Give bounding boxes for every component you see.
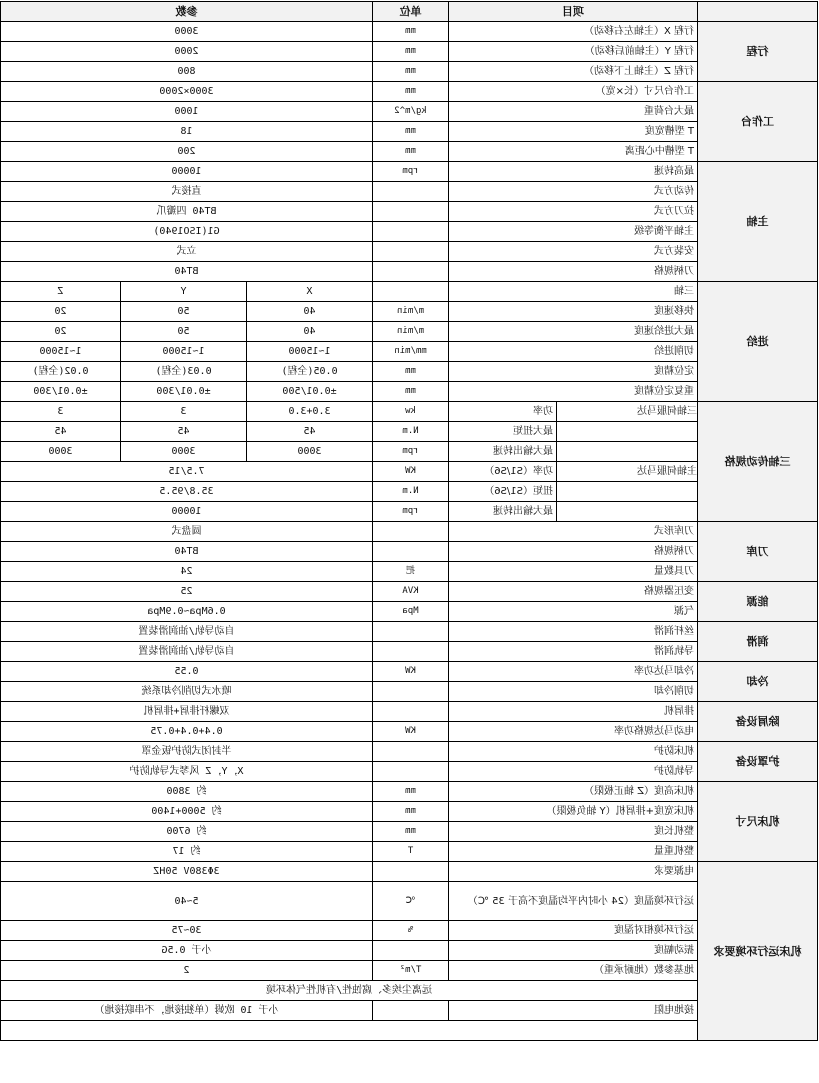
- unit-cell: [373, 622, 449, 642]
- group-power: 能源: [698, 582, 818, 622]
- unit-cell: mm: [373, 122, 449, 142]
- item-label: 刀具数量: [449, 562, 698, 582]
- value-cell: 10000: [0, 162, 372, 182]
- item-label: 拉刀方式: [449, 202, 698, 222]
- item-label: 运行环境相对湿度: [449, 921, 698, 941]
- servo-item-cell: [449, 422, 698, 442]
- unit-cell: mm: [373, 42, 449, 62]
- table-row: [0, 42, 817, 62]
- table-row-empty: [0, 1021, 817, 1041]
- group-cooling: 冷却: [698, 662, 818, 702]
- value-cell: 0.4+0.4+0.75: [0, 722, 372, 742]
- table-row: [0, 802, 817, 822]
- servo-sub-spacer: [557, 502, 697, 521]
- table-row: [0, 282, 817, 302]
- item-label: 快移速度: [449, 302, 698, 322]
- value-cell: 自动导轨/油润滑装置: [0, 622, 372, 642]
- table-row: [0, 302, 817, 322]
- value-x: 0.05(全程): [247, 362, 373, 382]
- item-label: 电源要求: [449, 862, 698, 882]
- table-row: [0, 762, 817, 782]
- value-y: 45: [121, 422, 247, 442]
- servo-item-cell: [449, 462, 698, 482]
- unit-cell: mm: [373, 142, 449, 162]
- item-label: 切削进给: [449, 342, 698, 362]
- servo-sub-label: 主轴伺服马达: [637, 466, 697, 477]
- unit-cell: mm: [373, 782, 449, 802]
- value-cell: BT40: [0, 542, 372, 562]
- unit-cell: [373, 242, 449, 262]
- spec-sheet: [0, 1, 819, 1083]
- value-cell: 5~40: [0, 882, 372, 921]
- servo-sub-spacer: [557, 442, 697, 461]
- value-cell: 3000: [0, 22, 372, 42]
- item-label: 刀柄规格: [449, 542, 698, 562]
- value-cell: 半封闭式防护钣金罩: [0, 742, 372, 762]
- value-x: 1~15000: [247, 342, 373, 362]
- table-row: [0, 102, 817, 122]
- unit-cell: [373, 202, 449, 222]
- header-param: 参数: [0, 2, 372, 22]
- table-row: [0, 22, 817, 42]
- item-label: 切削冷却: [449, 682, 698, 702]
- table-row: [0, 941, 817, 961]
- table-row: [0, 742, 817, 762]
- item-label: 冷却马达功率: [449, 662, 698, 682]
- table-row: [0, 182, 817, 202]
- table-row: [0, 582, 817, 602]
- item-label: 机床防护: [449, 742, 698, 762]
- value-y: 50: [121, 322, 247, 342]
- value-y: ±0.01/300: [121, 382, 247, 402]
- value-z: ±0.01/300: [0, 382, 120, 402]
- unit-cell: rpm: [373, 442, 449, 462]
- value-z: 1~15000: [0, 342, 120, 362]
- table-row: [0, 482, 817, 502]
- unit-cell: [373, 282, 449, 302]
- table-row: [0, 162, 817, 182]
- value-cell: 800: [0, 62, 372, 82]
- unit-cell: 把: [373, 562, 449, 582]
- item-label: 定位精度: [449, 362, 698, 382]
- unit-cell: mm: [373, 362, 449, 382]
- item-label: 最大扭矩: [449, 422, 557, 441]
- value-cell: 约 17: [0, 842, 372, 862]
- table-row: [0, 1001, 817, 1021]
- header-group: [698, 2, 818, 22]
- group-magazine: 刀库: [698, 522, 818, 582]
- unit-cell: [373, 262, 449, 282]
- unit-cell: ℃: [373, 882, 449, 921]
- item-label: 整机长度: [449, 822, 698, 842]
- table-row: [0, 862, 817, 882]
- unit-cell: [373, 742, 449, 762]
- item-label: 安装方式: [449, 242, 698, 262]
- header-row: [0, 2, 817, 22]
- item-label: 变压器规格: [449, 582, 698, 602]
- value-cell: 喷水式切削冷却系统: [0, 682, 372, 702]
- table-row: [0, 882, 817, 921]
- table-row: [0, 502, 817, 522]
- unit-cell: [373, 762, 449, 782]
- value-x: 3000: [247, 442, 373, 462]
- unit-cell: rpm: [373, 502, 449, 522]
- empty-cell: [0, 1021, 697, 1041]
- value-cell: 直接式: [0, 182, 372, 202]
- servo-item-cell: [449, 502, 698, 522]
- value-cell: 24: [0, 562, 372, 582]
- table-row: [0, 602, 817, 622]
- unit-cell: [373, 642, 449, 662]
- axis-x-header: X: [247, 282, 373, 302]
- item-label: 最大输出转速: [449, 442, 557, 461]
- servo-sub-label: 三轴伺服马达: [637, 406, 697, 417]
- table-row: [0, 382, 817, 402]
- unit-cell: kg/m^2: [373, 102, 449, 122]
- table-row: [0, 782, 817, 802]
- unit-cell: Mpa: [373, 602, 449, 622]
- table-row: [0, 522, 817, 542]
- table-row: [0, 722, 817, 742]
- group-lube: 润滑: [698, 622, 818, 662]
- item-label: 地基参数（地耐承重）: [449, 961, 698, 981]
- item-label: 功率（S1/S6）: [449, 462, 557, 481]
- value-y: 3: [121, 402, 247, 422]
- value-x: 40: [247, 302, 373, 322]
- value-cell: 7.5/15: [0, 462, 372, 482]
- unit-cell: [373, 702, 449, 722]
- unit-cell: mm: [373, 82, 449, 102]
- unit-cell: mm: [373, 802, 449, 822]
- unit-cell: mm: [373, 62, 449, 82]
- value-x: ±0.01/500: [247, 382, 373, 402]
- servo-item-cell: [449, 442, 698, 462]
- item-label: 最大进给速度: [449, 322, 698, 342]
- unit-cell: KVA: [373, 582, 449, 602]
- item-label: 整机重量: [449, 842, 698, 862]
- item-label: 最大台荷重: [449, 102, 698, 122]
- value-cell: 2: [0, 961, 372, 981]
- table-row: [0, 122, 817, 142]
- table-row: [0, 702, 817, 722]
- item-label: 丝杆润滑: [449, 622, 698, 642]
- unit-cell: N.m: [373, 422, 449, 442]
- value-cell: 双螺杆排屑+排屑机: [0, 702, 372, 722]
- unit-cell: [373, 182, 449, 202]
- value-x: 45: [247, 422, 373, 442]
- table-row: [0, 642, 817, 662]
- unit-cell: [373, 862, 449, 882]
- item-label: 振动幅度: [449, 941, 698, 961]
- item-label: T 型槽宽度: [449, 122, 698, 142]
- value-cell: 200: [0, 142, 372, 162]
- group-chip: 除屑设备: [698, 702, 818, 742]
- value-cell: BT40 四瓣爪: [0, 202, 372, 222]
- group-spindle: 主轴: [698, 162, 818, 282]
- unit-cell: N.m: [373, 482, 449, 502]
- servo-sub-spacer: [557, 482, 697, 501]
- table-row: [0, 362, 817, 382]
- spec-table: [0, 1, 818, 1041]
- unit-cell: m/min: [373, 302, 449, 322]
- unit-cell: [373, 682, 449, 702]
- table-row: [0, 422, 817, 442]
- item-label: 最大输出转速: [449, 502, 557, 521]
- item-label: 主轴平衡等级: [449, 222, 698, 242]
- value-y: 50: [121, 302, 247, 322]
- table-row: [0, 462, 817, 482]
- item-label: 导轨润滑: [449, 642, 698, 662]
- table-row: [0, 242, 817, 262]
- value-cell: 25: [0, 582, 372, 602]
- unit-cell: rpm: [373, 162, 449, 182]
- item-label: 最高转速: [449, 162, 698, 182]
- value-cell: X，Y，Z 风琴式导轨防护: [0, 762, 372, 782]
- item-label: 排屑机: [449, 702, 698, 722]
- unit-cell: T: [373, 842, 449, 862]
- value-x: 3.0+3.0: [247, 402, 373, 422]
- table-row: [0, 342, 817, 362]
- unit-cell: mm: [373, 22, 449, 42]
- table-row: [0, 842, 817, 862]
- value-cell: 约 5000+1400: [0, 802, 372, 822]
- axis-z-header: Z: [0, 282, 120, 302]
- unit-cell: mm: [373, 822, 449, 842]
- value-cell: 10000: [0, 502, 372, 522]
- unit-cell: mm: [373, 382, 449, 402]
- value-z: 20: [0, 322, 120, 342]
- value-cell: 圆盘式: [0, 522, 372, 542]
- unit-cell: [373, 1001, 449, 1021]
- table-row: [0, 622, 817, 642]
- item-label: 电动马达规格功率: [449, 722, 698, 742]
- table-row: [0, 222, 817, 242]
- env-note: 远离尘埃多、腐蚀性/有机性气体环境: [0, 981, 697, 1001]
- item-label: 行程 Y（主轴前后移动）: [449, 42, 698, 62]
- item-label: 导轨防护: [449, 762, 698, 782]
- table-row: [0, 82, 817, 102]
- table-row: [0, 202, 817, 222]
- axis-y-header: Y: [121, 282, 247, 302]
- unit-cell: %: [373, 921, 449, 941]
- group-env: 机床运行环境要求: [698, 862, 818, 1041]
- unit-cell: T/m²: [373, 961, 449, 981]
- item-label: 刀柄规格: [449, 262, 698, 282]
- unit-cell: KW: [373, 662, 449, 682]
- item-label: 行程 X（主轴左右移动）: [449, 22, 698, 42]
- table-row: [0, 822, 817, 842]
- group-size: 机床尺寸: [698, 782, 818, 862]
- table-row: [0, 142, 817, 162]
- group-travel: 行程: [698, 22, 818, 82]
- table-row: [0, 442, 817, 462]
- value-cell: 18: [0, 122, 372, 142]
- servo-item-cell: [449, 482, 698, 502]
- value-z: 3000: [0, 442, 120, 462]
- value-cell: 0.6Mpa~0.9Mpa: [0, 602, 372, 622]
- unit-cell: [373, 522, 449, 542]
- unit-cell: m/min: [373, 322, 449, 342]
- item-label: 气源: [449, 602, 698, 622]
- item-label: 功率: [449, 402, 557, 421]
- value-cell: 约 3800: [0, 782, 372, 802]
- item-label: 重复定位精度: [449, 382, 698, 402]
- unit-cell: [373, 542, 449, 562]
- group-guard: 护罩设备: [698, 742, 818, 782]
- item-label: 机床宽度+排屑机（Y 轴负极限）: [449, 802, 698, 822]
- table-row: [0, 921, 817, 941]
- item-label: 刀库形式: [449, 522, 698, 542]
- value-y: 3000: [121, 442, 247, 462]
- value-cell: 2000: [0, 42, 372, 62]
- table-row: [0, 562, 817, 582]
- value-y: 1~15000: [121, 342, 247, 362]
- value-y: 0.03(全程): [121, 362, 247, 382]
- value-cell: 约 6700: [0, 822, 372, 842]
- group-table: 工作台: [698, 82, 818, 162]
- servo-item-cell: [449, 402, 698, 422]
- value-x: 40: [247, 322, 373, 342]
- item-label: 工作台尺寸（长×宽）: [449, 82, 698, 102]
- value-cell: 3000×2000: [0, 82, 372, 102]
- servo-sub-spacer: [557, 422, 697, 441]
- group-feed: 进给: [698, 282, 818, 402]
- unit-cell: [373, 941, 449, 961]
- item-label: T 型槽中心距离: [449, 142, 698, 162]
- header-item: 项目: [449, 2, 698, 22]
- value-cell: 1000: [0, 102, 372, 122]
- unit-cell: kw: [373, 402, 449, 422]
- unit-cell: KW: [373, 462, 449, 482]
- table-row: [0, 542, 817, 562]
- unit-cell: KW: [373, 722, 449, 742]
- item-label: 扭矩（S1/S6）: [449, 482, 557, 501]
- item-label: 运行环境温度（24 小时内平均温度不高于 35 ℃）: [449, 882, 698, 921]
- item-label: 接地电阻: [449, 1001, 698, 1021]
- value-cell: 立式: [0, 242, 372, 262]
- value-z: 45: [0, 422, 120, 442]
- item-label: 行程 Z（主轴上下移动）: [449, 62, 698, 82]
- unit-cell: [373, 222, 449, 242]
- value-cell: G1(ISO1940): [0, 222, 372, 242]
- item-label: 机床高度（Z 轴正极限）: [449, 782, 698, 802]
- value-cell: 30~75: [0, 921, 372, 941]
- table-row: [0, 322, 817, 342]
- group-drive: 三轴传动规格: [698, 402, 818, 522]
- value-cell: 35.8/95.5: [0, 482, 372, 502]
- table-row: [0, 961, 817, 981]
- header-unit: 单位: [373, 2, 449, 22]
- value-cell: 0.55: [0, 662, 372, 682]
- item-label: 三轴: [449, 282, 698, 302]
- value-z: 0.02(全程): [0, 362, 120, 382]
- table-row: [0, 662, 817, 682]
- value-cell: 自动导轨/油润滑装置: [0, 642, 372, 662]
- value-z: 3: [0, 402, 120, 422]
- table-row: [0, 262, 817, 282]
- value-cell: 小于 10 欧姆（单独接地，不串联接地）: [0, 1001, 372, 1021]
- table-row: [0, 402, 817, 422]
- table-row: [0, 62, 817, 82]
- table-row: [0, 981, 817, 1001]
- table-row: [0, 682, 817, 702]
- value-cell: BT40: [0, 262, 372, 282]
- item-label: 传动方式: [449, 182, 698, 202]
- value-cell: 小于 0.5G: [0, 941, 372, 961]
- value-z: 20: [0, 302, 120, 322]
- value-cell: 3Φ380V 50HZ: [0, 862, 372, 882]
- unit-cell: mm/min: [373, 342, 449, 362]
